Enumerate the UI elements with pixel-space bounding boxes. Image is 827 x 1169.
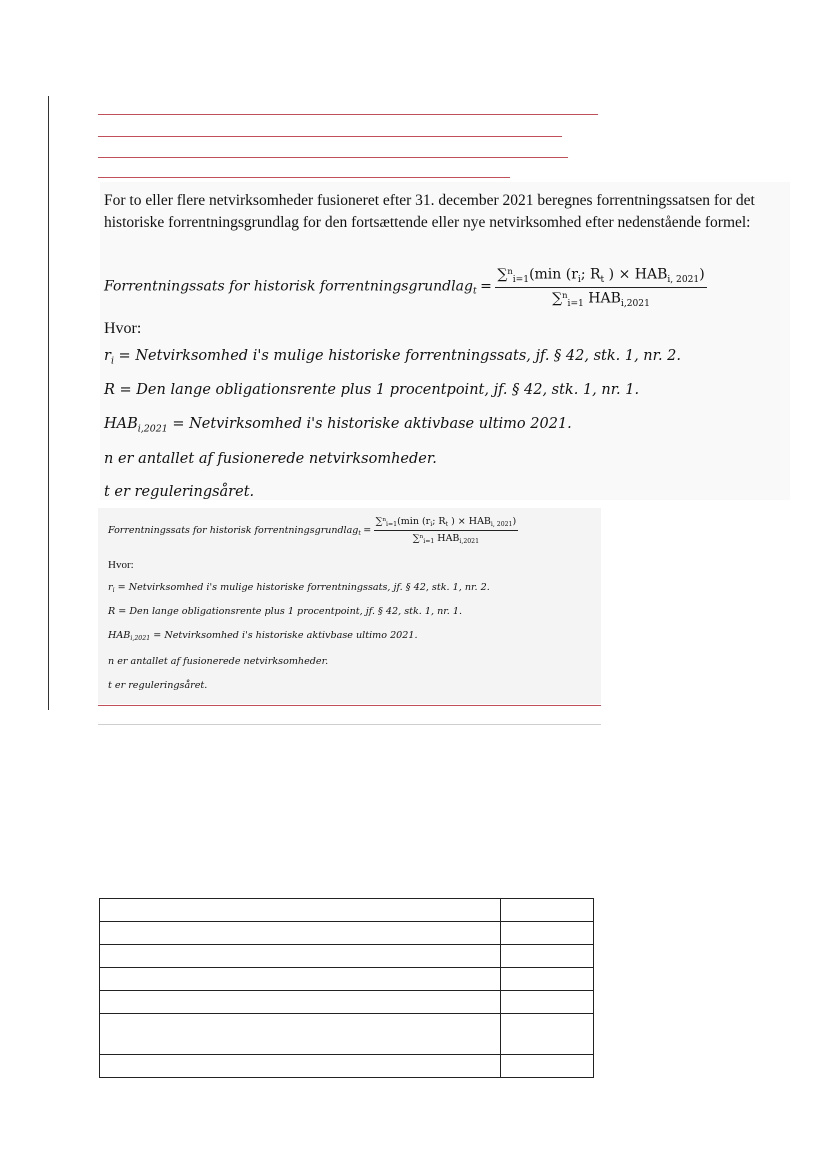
tracked-deletion-line bbox=[98, 705, 601, 706]
table-cell bbox=[501, 922, 594, 945]
hvor-label: Hvor: bbox=[104, 320, 142, 337]
formula-large: Forrentningssats for historisk forrentningsgrundlag$_t$ = $\frac{\sum^n_{i=1}(\min (r_i; R_t ) \times HAB_{i, 2021})}{\sum^n_{i=1} HAB_{i,2021}}$ bbox=[104, 266, 705, 309]
table-cell bbox=[100, 991, 501, 1014]
section-divider bbox=[98, 724, 601, 725]
tracked-deletion-line bbox=[98, 114, 598, 115]
table-cell bbox=[100, 1055, 501, 1078]
change-bar bbox=[48, 96, 49, 710]
definition-ri-small: $r_i$ = Netvirksomhed i's mulige historiske forrentningssats, jf. § 42, stk. 1, nr. 2. bbox=[108, 582, 490, 595]
hvor-label-small: Hvor: bbox=[108, 559, 134, 571]
empty-table bbox=[99, 898, 594, 1078]
table-cell bbox=[501, 1055, 594, 1078]
formula-fraction-small: $\frac{\sum^n_{i=1}(\min (r_i; R_t ) \times HAB_{i, 2021})}{\sum^n_{i=1} HAB_{i,2021}}$ bbox=[375, 516, 517, 546]
table-cell bbox=[100, 1014, 501, 1055]
definition-t: t er reguleringsåret. bbox=[104, 484, 255, 500]
definition-n-small: n er antallet af fusionerede netvirksomheder. bbox=[108, 656, 329, 667]
definition-hab: $HAB_{i,2021}$ = Netvirksomhed i's historiske aktivbase ultimo 2021. bbox=[104, 416, 572, 435]
table-cell bbox=[501, 945, 594, 968]
table-cell bbox=[100, 899, 501, 922]
definition-R: R = Den lange obligationsrente plus 1 procentpoint, jf. § 42, stk. 1, nr. 1. bbox=[104, 382, 640, 398]
table-cell bbox=[501, 968, 594, 991]
definition-ri: $r_i$ = Netvirksomhed i's mulige historiske forrentningssats, jf. § 42, stk. 1, nr. 2. bbox=[104, 348, 682, 367]
table-cell bbox=[501, 899, 594, 922]
table-row bbox=[100, 991, 594, 1014]
table-row bbox=[100, 1055, 594, 1078]
formula-denominator: ∑$^n_{i=1}$ $HAB_{i,2021}$ bbox=[552, 289, 650, 309]
formula-fraction bbox=[495, 266, 706, 309]
table-row bbox=[100, 968, 594, 991]
formula-numerator: ∑$^n_{i=1}$(min ($r_i$; $R_t$ ) × $HAB_{i, 2021}$) bbox=[495, 266, 706, 288]
tracked-deletion-line bbox=[98, 136, 562, 137]
table-row bbox=[100, 945, 594, 968]
definition-n: n er antallet af fusionerede netvirksomheder. bbox=[104, 451, 437, 467]
definition-hab-small: $HAB_{i,2021}$ = Netvirksomhed i's historiske aktivbase ultimo 2021. bbox=[108, 630, 418, 643]
table-cell bbox=[501, 1014, 594, 1055]
table-cell bbox=[501, 991, 594, 1014]
definition-t-small: t er reguleringsåret. bbox=[108, 680, 208, 691]
intro-paragraph: For to eller flere netvirksomheder fusioneret efter 31. december 2021 beregnes forrentningssatsen for det historiske forrentningsgrundlag for den fortsættende eller nye netvirksomhed efter nedenstående formel: bbox=[104, 192, 755, 231]
table-row bbox=[100, 899, 594, 922]
table-row bbox=[100, 1014, 594, 1055]
formula-small: Forrentningssats for historisk forrentningsgrundlag$_t$ = $\frac{\sum^n_{i=1}(\min (r_i; R_t ) \times HAB_{i, 2021})}{\sum^n_{i=1} HAB_{i,2021}}$ bbox=[108, 516, 517, 546]
definition-R-small: R = Den lange obligationsrente plus 1 procentpoint, jf. § 42, stk. 1, nr. 1. bbox=[108, 606, 463, 617]
table-row bbox=[100, 922, 594, 945]
table-cell bbox=[100, 968, 501, 991]
tracked-deletion-line bbox=[98, 177, 510, 178]
table-cell bbox=[100, 945, 501, 968]
table-cell bbox=[100, 922, 501, 945]
tracked-deletion-line bbox=[98, 157, 568, 158]
